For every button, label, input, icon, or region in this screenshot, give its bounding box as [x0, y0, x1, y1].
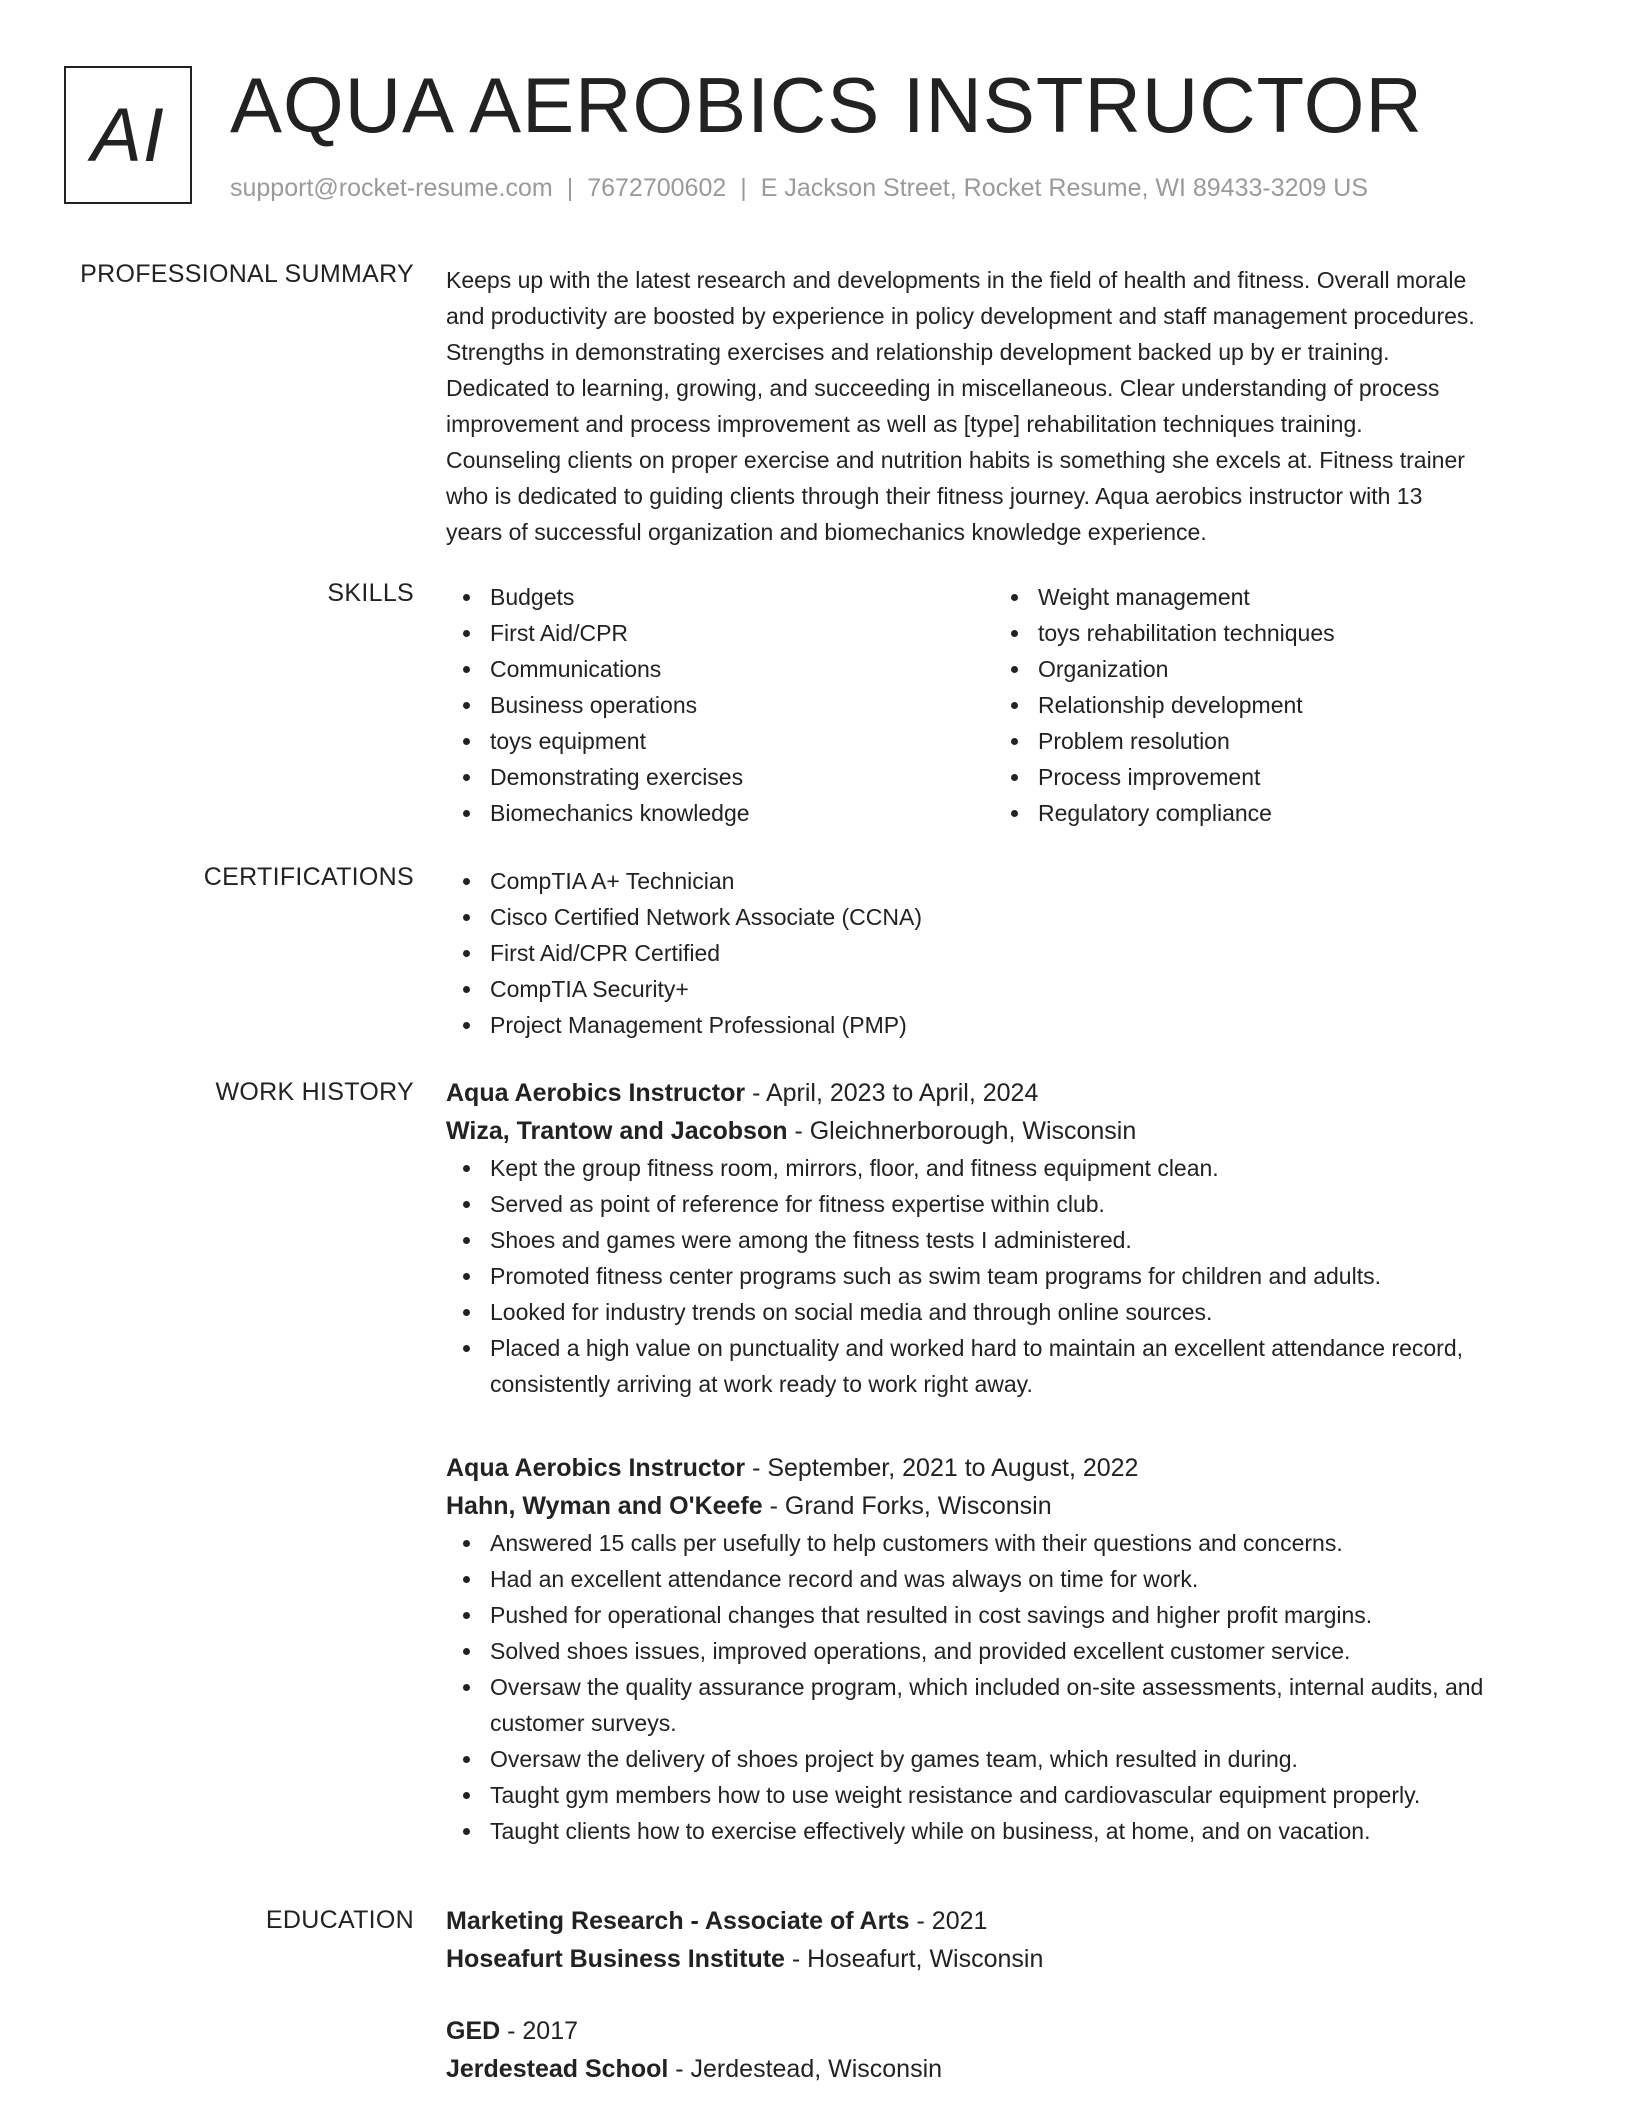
job-company: Wiza, Trantow and Jacobson — [446, 1117, 788, 1145]
job-duty: Oversaw the delivery of shoes project by games team, which resulted in during. — [446, 1741, 1566, 1777]
monogram-badge — [64, 66, 192, 204]
contact-separator: | — [566, 174, 574, 202]
job-entry — [446, 1074, 1566, 1402]
degree-name: GED — [446, 2017, 501, 2045]
job-dates: - September, 2021 to August, 2022 — [745, 1454, 1139, 1482]
skill-item: Business operations — [446, 687, 994, 723]
school-line — [446, 2050, 1566, 2088]
job-dates: - April, 2023 to April, 2024 — [745, 1079, 1039, 1107]
certification-item: Project Management Professional (PMP) — [446, 1007, 1566, 1043]
skill-item: Regulatory compliance — [994, 795, 1542, 831]
job-duty: Taught gym members how to use weight resistance and cardiovascular equipment properly. — [446, 1777, 1566, 1813]
job-title-line — [446, 1449, 1566, 1487]
summary-line: Dedicated to learning, growing, and succeeding in miscellaneous. Clear understanding of process — [446, 375, 1440, 401]
certification-item: CompTIA A+ Technician — [446, 863, 1566, 899]
skill-item: First Aid/CPR — [446, 615, 994, 651]
skill-item: Process improvement — [994, 759, 1542, 795]
summary-line: Strengths in demonstrating exercises and relationship development backed up by er training. — [446, 339, 1390, 365]
job-duties-list — [446, 1150, 1566, 1402]
summary-line: Keeps up with the latest research and developments in the field of health and fitness. Overall morale — [446, 267, 1467, 293]
skill-item: Organization — [994, 651, 1542, 687]
degree-year: - 2021 — [909, 1907, 988, 1935]
education-entry — [446, 2012, 1566, 2088]
contact-email[interactable]: support@rocket-resume.com — [230, 174, 553, 202]
school-location: - Hoseafurt, Wisconsin — [784, 1945, 1044, 1973]
school-line — [446, 1940, 1566, 1978]
summary-line: who is dedicated to guiding clients through their fitness journey. Aqua aerobics instructor with 13 — [446, 483, 1423, 509]
degree-year: - 2017 — [500, 2017, 579, 2045]
degree-line — [446, 2012, 1566, 2050]
summary-line: years of successful organization and biomechanics knowledge experience. — [446, 519, 1207, 545]
skill-item: Weight management — [994, 579, 1542, 615]
work-history-heading: WORK HISTORY — [215, 1078, 414, 1106]
skill-item: toys equipment — [446, 723, 994, 759]
job-company: Hahn, Wyman and O'Keefe — [446, 1492, 763, 1520]
skill-item: Problem resolution — [994, 723, 1542, 759]
skills-heading: SKILLS — [327, 579, 414, 607]
job-title-line — [446, 1074, 1566, 1112]
skill-item: Communications — [446, 651, 994, 687]
job-entry — [446, 1449, 1566, 1849]
summary-body — [446, 262, 1566, 550]
school-name: Jerdestead School — [446, 2055, 669, 2083]
candidate-name: AQUA AEROBICS INSTRUCTOR — [230, 61, 1423, 149]
skills-columns — [446, 579, 1566, 831]
job-duty: Had an excellent attendance record and was always on time for work. — [446, 1561, 1566, 1597]
job-duty: Taught clients how to exercise effectively while on business, at home, and on vacation. — [446, 1813, 1566, 1849]
school-name: Hoseafurt Business Institute — [446, 1945, 785, 1973]
contact-phone[interactable]: 7672700602 — [587, 174, 727, 202]
school-location: - Jerdestead, Wisconsin — [668, 2055, 943, 2083]
job-duty: Served as point of reference for fitness expertise within club. — [446, 1186, 1566, 1222]
skills-list-left — [446, 579, 994, 831]
skill-item: Budgets — [446, 579, 994, 615]
skill-item: Demonstrating exercises — [446, 759, 994, 795]
job-duty: Kept the group fitness room, mirrors, floor, and fitness equipment clean. — [446, 1150, 1566, 1186]
skill-item: Biomechanics knowledge — [446, 795, 994, 831]
certification-item: CompTIA Security+ — [446, 971, 1566, 1007]
certifications-body — [446, 863, 1566, 1043]
education-entry — [446, 1902, 1566, 1978]
skill-item: toys rehabilitation techniques — [994, 615, 1542, 651]
job-role: Aqua Aerobics Instructor — [446, 1079, 746, 1107]
contact-separator: | — [740, 174, 747, 202]
contact-address: E Jackson Street, Rocket Resume, WI 89433-3209 US — [760, 174, 1368, 202]
job-duty: Answered 15 calls per usefully to help customers with their questions and concerns. — [446, 1525, 1566, 1561]
certification-item: Cisco Certified Network Associate (CCNA) — [446, 899, 1566, 935]
job-company-line — [446, 1112, 1566, 1150]
summary-line: and productivity are boosted by experience in policy development and staff management procedures. — [446, 303, 1475, 329]
resume-header — [64, 61, 1564, 216]
summary-heading: PROFESSIONAL SUMMARY — [80, 260, 414, 288]
contact-line — [230, 174, 1368, 203]
education-heading: EDUCATION — [265, 1906, 414, 1934]
job-role: Aqua Aerobics Instructor — [446, 1454, 746, 1482]
skill-item: Relationship development — [994, 687, 1542, 723]
job-duty: Shoes and games were among the fitness tests I administered. — [446, 1222, 1566, 1258]
job-duties-list — [446, 1525, 1566, 1849]
job-duty: Promoted fitness center programs such as swim team programs for children and adults. — [446, 1258, 1566, 1294]
job-location: - Grand Forks, Wisconsin — [762, 1492, 1052, 1520]
degree-line — [446, 1902, 1566, 1940]
certifications-heading: CERTIFICATIONS — [203, 863, 414, 891]
summary-line: improvement and process improvement as well as [type] rehabilitation techniques training. — [446, 411, 1363, 437]
certification-item: First Aid/CPR Certified — [446, 935, 1566, 971]
job-duty: Placed a high value on punctuality and worked hard to maintain an excellent attendance record, consistently arriving at work ready to work right away. — [446, 1330, 1566, 1402]
degree-name: Marketing Research - Associate of Arts — [446, 1907, 910, 1935]
monogram-initials: AI — [91, 92, 165, 178]
summary-line: Counseling clients on proper exercise and nutrition habits is something she excels at. Fitness trainer — [446, 447, 1465, 473]
job-duty: Looked for industry trends on social media and through online sources. — [446, 1294, 1566, 1330]
certifications-list — [446, 863, 1566, 1043]
job-duty: Pushed for operational changes that resulted in cost savings and higher profit margins. — [446, 1597, 1566, 1633]
job-company-line — [446, 1487, 1566, 1525]
job-duty: Solved shoes issues, improved operations, and provided excellent customer service. — [446, 1633, 1566, 1669]
job-duty: Oversaw the quality assurance program, which included on-site assessments, internal audits, and customer surveys. — [446, 1669, 1566, 1741]
skills-list-right — [994, 579, 1542, 831]
job-location: - Gleichnerborough, Wisconsin — [787, 1117, 1137, 1145]
